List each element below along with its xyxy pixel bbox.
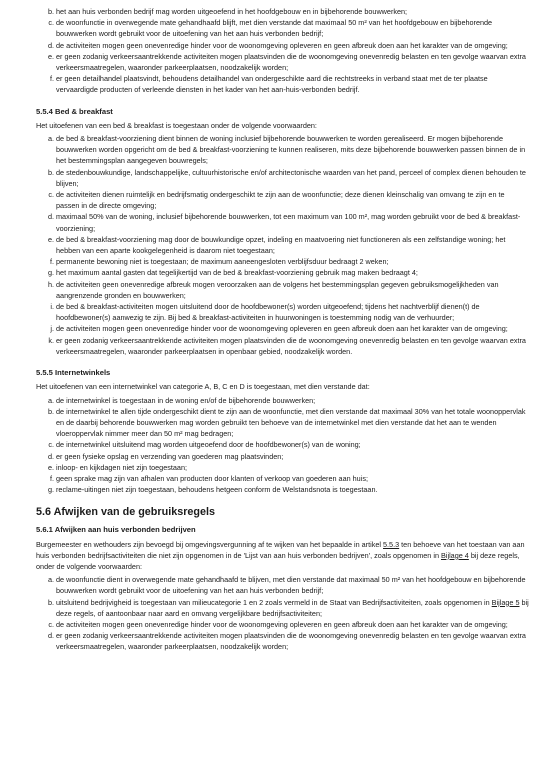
list-marker: c. [48,18,54,28]
list-item [44,462,529,473]
list-marker: f. [49,473,54,483]
list-item [44,279,529,301]
list-marker: b. [47,7,54,16]
section-intro-5-6-1 [36,539,529,573]
list-item-text: reclame-uitingen niet zijn toegestaan, behoudens hetgeen conform de Welstandsnota is toegestaan. [56,485,378,495]
list-item [44,6,529,17]
list-item [44,619,529,630]
list-marker: j. [50,324,54,334]
list-item-text: er geen zodanig verkeersaantrekkende activiteiten mogen plaatsvinden die de woonomgeving onevenredig belasten en ten gevolge waarvan extra verkeersmaatregelen, waaronder parkeerplaatsen in openbaar gebied, noodzakelijk worden. [56,335,526,356]
list-marker: f. [49,257,54,267]
list-marker: b. [47,597,54,607]
list-item [44,267,529,278]
list-item-text: er geen detailhandel plaatsvindt, behoudens detailhandel van ondergeschikte aard die rechtstreeks in verband staat met de ter plaatse vervaardigde producten of verleende diensten in het kader van het aan-huis-verbonden bedrijf. [56,74,488,95]
list-item [44,323,529,334]
intro-text: ten behoeve van het toestaan van aan huis verbonden bedrijfsactiviteiten die niet zijn opgenomen in de 'Lijst van aan huis verbonden bedrijven', zoals opgenomen in [36,539,525,560]
list-item-text: de activiteiten mogen geen onevenredige hinder voor de woonomgeving opleveren en geen afbreuk doen aan het karakter van de omgeving; [56,40,508,50]
list-bed-and-breakfast-voorwaarden [44,133,529,357]
list-marker: f. [49,74,54,84]
list-item-text: de internetwinkel is toegestaan in de woning en/of de bijbehorende bouwwerken; [56,395,316,405]
list-internetwinkel-voorwaarden [44,395,529,496]
link-bijlage-4[interactable]: Bijlage 4 [441,550,469,560]
list-item-text: er geen fysieke opslag en verzending van goederen mag plaatsvinden; [56,451,284,461]
list-marker: g. [47,268,54,278]
list-marker: d. [47,40,54,50]
list-item [44,234,529,256]
link-artikel-5-5-3[interactable]: 5.5.3 [383,539,400,549]
list-item [44,484,529,495]
intro-text: bij deze regels, onder de volgende voorwaarden: [36,550,520,571]
list-marker: c. [48,619,54,629]
link-bijlage-5[interactable]: Bijlage 5 [491,597,520,607]
list-item [44,211,529,233]
list-item-text: geen sprake mag zijn van afhalen van producten door klanten of verkoop van goederen aan huis; [56,473,368,483]
list-marker: b. [47,167,54,177]
list-item-text: de internetwinkel te allen tijde ondergeschikt dient te zijn aan de woonfunctie, met dien verstande dat maximaal 30% van het totale woonoppervlak en de daarbij behorende bouwwerken mag worden gebruikt ten behoeve van de internetwinkel met dien verstande dat het aan te wenden vloeroppervlak nimmer meer dan 50 m² mag bedragen; [56,406,526,439]
list-item-text: uitsluitend bedrijvigheid is toegestaan van milieucategorie 1 en 2 zoals vermeld in de Staat van Bedrijfsactiviteiten, zoals opgenomen in [56,597,492,607]
list-item [44,133,529,167]
list-marker: e. [47,51,54,61]
list-item-text: de activiteiten mogen geen onevenredige hinder voor de woonomgeving opleveren en geen afbreuk doen aan het karakter van de omgeving; [56,324,508,334]
section-heading-5-5-5: 5.5.5 Internetwinkels [36,368,111,378]
list-item-text: inloop- en kijkdagen niet zijn toegestaan; [56,462,187,472]
list-marker: a. [47,575,54,585]
list-item [44,51,529,73]
list-item [44,189,529,211]
list-item-text: de activiteiten dienen ruimtelijk en bedrijfsmatig ondergeschikt te zijn aan de woonfunctie; deze dienen kleinschalig van omvang te zijn en te passen in de directe omgeving; [56,190,505,211]
list-item-text: de internetwinkel uitsluitend mag worden uitgeoefend door de hoofdbewoner(s) van de woning; [56,440,361,450]
list-marker: g. [47,485,54,495]
list-marker: d. [47,451,54,461]
list-item [44,451,529,462]
list-marker: e. [47,234,54,244]
list-marker: b. [47,406,54,416]
list-item [44,395,529,406]
list-item-text: er geen zodanig verkeersaantrekkende activiteiten mogen plaatsvinden die de woonomgeving onevenredig belasten en ten gevolge waarvan extra verkeersmaatregelen, waaronder parkeerplaatsen, noodzakelijk worden; [56,51,526,73]
list-item-text: de bed & breakfast-voorziening dient binnen de woning inclusief bijbehorende bouwwerken te worden gerealiseerd. Er mogen bijbehorende bouwwerken worden opgericht om de bed & breakfast-voorziening te kunnen realiseren, mits deze bijbehorende bouwwerken passen binnen de in het bestemmingsplan aangegeven bouwregels; [56,134,526,166]
list-item [44,73,529,95]
list-item [44,574,529,596]
list-item [44,40,529,51]
list-marker: c. [48,190,54,200]
list-item-text: de bed & breakfast-voorziening mag door de bouwkundige opzet, indeling en maatvoering niet functioneren als een zelfstandige woning; het hebben van een aparte kookgelegenheid is daarom niet toegestaan; [56,234,506,256]
list-item [44,597,529,619]
list-item-text: permanente bewoning niet is toegestaan; de maximum aaneengesloten verblijfsduur bedraagt 2 weken; [56,257,389,267]
section-heading-5-6: 5.6 Afwijken van de gebruiksregels [36,506,216,519]
list-marker: d. [47,631,54,641]
section-heading-5-6-1: 5.6.1 Afwijken aan huis verbonden bedrijven [36,525,196,535]
list-item [44,439,529,450]
list-item-text: de woonfunctie in overwegende mate gehandhaafd blijft, met dien verstande dat maximaal 50 m² van het hoofdgebouw en bijbehorende bouwwerken wordt gebruikt voor de uitoefening van het aan huis verbonden bedrijf; [56,18,493,39]
list-item [44,406,529,440]
section-intro-5-5-5: Het uitoefenen van een internetwinkel van categorie A, B, C en D is toegestaan, met dien verstande dat: [36,382,370,392]
list-item-text: de stedenbouwkundige, landschappelijke, cultuurhistorische en/of architectonische waarden van het pand, perceel of complex dienen behouden te blijven; [56,167,526,188]
list-marker: a. [47,395,54,405]
list-marker: h. [47,279,54,289]
list-item [44,630,529,652]
list-item [44,17,529,39]
list-item-text: de woonfunctie dient in overwegende mate gehandhaafd te blijven, met dien verstande dat maximaal 50 m² van het hoofdgebouw en bijbehorende bouwwerken wordt gebruikt voor de uitoefening van het aan huis verbonden bedrijf; [56,575,526,596]
list-item-text: de activiteiten mogen geen onevenredige hinder voor de woonomgeving opleveren en geen afbreuk doen aan het karakter van de omgeving; [56,619,508,629]
intro-text: Burgemeester en wethouders zijn bevoegd bij omgevingsvergunning af te wijken van het bepaalde in artikel [36,539,384,549]
section-heading-5-5-4: 5.5.4 Bed & breakfast [36,106,113,116]
list-marker: d. [47,212,54,222]
list-item-text: er geen zodanig verkeersaantrekkende activiteiten mogen plaatsvinden die de woonomgeving onevenredig belasten en ten gevolge waarvan extra verkeersmaatregelen, waaronder parkeerplaatsen, noodzakelijk worden; [56,631,526,652]
list-item-text: maximaal 50% van de woning, inclusief bijbehorende bouwwerken, tot een maximum van 100 m², mag worden gebruikt voor de bed & breakfast-voorziening; [56,212,521,233]
section-intro-5-5-4: Het uitoefenen van een bed & breakfast is toegestaan onder de volgende voorwaarden: [36,120,317,130]
list-afwijken-voorwaarden [44,574,529,652]
list-marker: i. [50,302,54,312]
list-item-text: het aan huis verbonden bedrijf mag worden uitgeoefend in het hoofdgebouw en in bijbehorende bouwwerken; [56,7,408,16]
list-marker: e. [47,462,54,472]
list-marker: c. [48,440,54,450]
list-item [44,301,529,323]
list-item-text: de bed & breakfast-activiteiten mogen uitsluitend door de hoofdbewoner(s) worden uitgeoefend; tijdens het nachtverblijf dienen(t) de hoofdbewoner(s) aanwezig te zijn. Bij bed & breakfast-activiteiten in huurwoningen is toestemming nodig van de verhuurder; [56,302,480,323]
list-marker: k. [48,335,54,345]
list-aan-huis-verbonden-bedrijf-voorwaarden [44,6,529,96]
list-marker: a. [47,134,54,144]
list-item-text: de activiteiten geen onevenredige afbreuk mogen veroorzaken aan de volgens het bestemmingsplan gegeven gebruiksmogelijkheden van aangrenzende gronden en bouwwerken; [56,279,499,300]
list-item [44,256,529,267]
list-item-text: bij deze regels, of aantoonbaar naar aard en omvang vergelijkbare bedrijfsactiviteiten; [56,597,529,618]
list-item [44,335,529,357]
list-item-text: het maximum aantal gasten dat tegelijkertijd van de bed & breakfast-voorziening gebruik mag maken bedraagt 4; [56,268,418,278]
list-item [44,473,529,484]
list-item [44,167,529,189]
